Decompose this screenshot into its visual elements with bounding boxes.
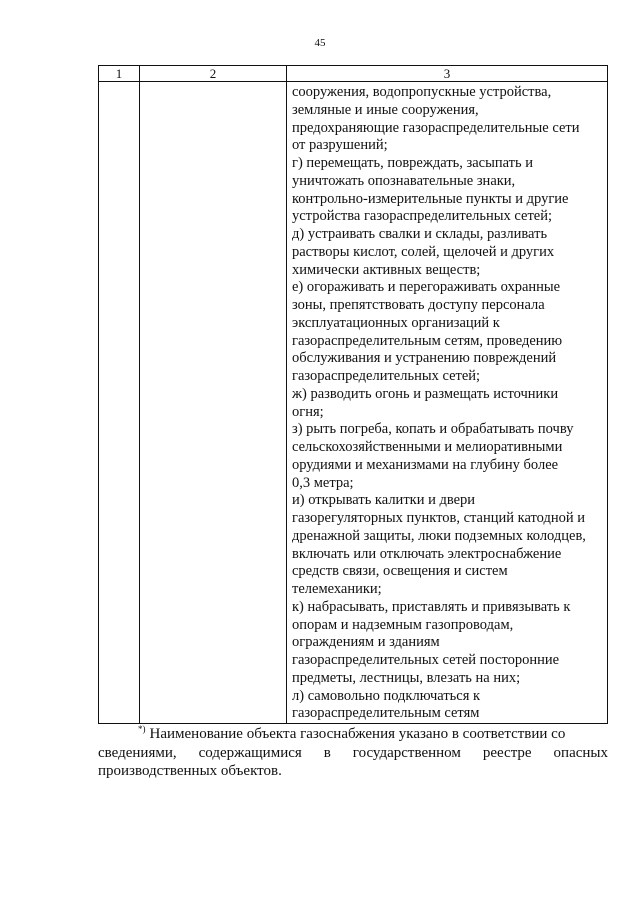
prohibition-text-line: д) устраивать свалки и склады, разливать xyxy=(292,226,548,242)
table-body-row xyxy=(99,82,608,724)
footnote-word: в xyxy=(323,744,331,761)
prohibition-text-line: от разрушений; xyxy=(292,137,388,154)
prohibition-text-line: химически активных веществ; xyxy=(292,261,481,278)
footnote-line-2 xyxy=(98,744,608,763)
prohibition-text-line: з) рыть погреба, копать и обрабатывать почву xyxy=(292,421,574,438)
prohibition-text-line: газорегуляторных пунктов, станций катодной и xyxy=(292,510,586,526)
footnote-marker: *) xyxy=(138,724,146,734)
prohibition-text-line: предохраняющие газораспределительные сети xyxy=(292,119,580,136)
prohibition-text-line: растворы кислот, солей, щелочей и других xyxy=(292,243,555,260)
prohibition-text-line: 0,3 метра; xyxy=(292,474,354,491)
prohibition-text-line: газораспределительных сетей посторонние xyxy=(292,652,560,668)
prohibition-text-line: устройства газораспределительных сетей; xyxy=(292,208,553,225)
footnote-line-3: производственных объектов. xyxy=(98,763,282,779)
prohibition-text-line: контрольно-измерительные пункты и другие xyxy=(292,190,569,207)
prohibition-text-line: земляные и иные сооружения, xyxy=(292,101,479,118)
prohibitions-list xyxy=(287,82,607,723)
prohibition-text-line: л) самовольно подключаться к xyxy=(292,687,481,704)
prohibition-text-line: ж) разводить огонь и размещать источники xyxy=(292,385,559,402)
prohibition-text-line: включать или отключать электроснабжение xyxy=(292,545,562,562)
prohibition-text-line: ограждениям и зданиям xyxy=(292,634,440,651)
footnote-word: государственном xyxy=(352,744,461,761)
page-number: 45 xyxy=(314,37,326,49)
prohibition-text-line: орудиями и механизмами на глубину более xyxy=(292,456,559,473)
prohibition-text-line: газораспределительных сетей; xyxy=(292,368,481,384)
footnote-word: сведениями, xyxy=(98,744,177,761)
prohibition-text-line: огня; xyxy=(292,403,324,420)
prohibition-text-line: к) набрасывать, приставлять и привязывать к xyxy=(292,598,571,615)
footnote-sentence-start: Наименование объекта газоснабжения указано в соответствии со xyxy=(149,726,566,742)
table-header-row xyxy=(99,66,608,82)
column-header-2: 2 xyxy=(140,66,287,82)
prohibition-text-line: предметы, лестницы, влезать на них; xyxy=(292,669,521,686)
prohibition-text-line: сельскохозяйственными и мелиоративными xyxy=(292,439,563,455)
footnote-word: содержащимися xyxy=(198,744,302,761)
prohibition-text-line: е) огораживать и перегораживать охранные xyxy=(292,279,561,296)
prohibition-text-line: телемеханики; xyxy=(292,581,382,597)
prohibition-text-line: обслуживания и устранению повреждений xyxy=(292,350,557,367)
column-3-cell xyxy=(287,82,608,724)
prohibition-text-line: дренажной защиты, люки подземных колодцев, xyxy=(292,527,586,544)
prohibition-text-line: газораспределительным сетям xyxy=(292,705,480,722)
column-header-1: 1 xyxy=(99,66,140,82)
footnote-word: опасных xyxy=(553,744,608,761)
requirements-table xyxy=(98,65,608,724)
prohibition-text-line: опорам и надземным газопроводам, xyxy=(292,616,514,633)
prohibition-text-line: уничтожать опознавательные знаки, xyxy=(292,172,516,189)
column-1-cell xyxy=(99,82,140,724)
prohibition-text-line: средств связи, освещения и систем xyxy=(292,563,508,580)
prohibition-text-line: эксплуатационных организаций к xyxy=(292,314,500,331)
column-header-3: 3 xyxy=(287,66,608,82)
prohibition-text-line: сооружения, водопропускные устройства, xyxy=(292,84,552,100)
prohibition-text-line: и) открывать калитки и двери xyxy=(292,492,476,509)
footnote xyxy=(98,725,608,781)
footnote-word: реестре xyxy=(482,744,532,761)
prohibition-text-line: г) перемещать, повреждать, засыпать и xyxy=(292,155,534,171)
footnote-line-1 xyxy=(98,725,608,744)
prohibition-text-line: зоны, препятствовать доступу персонала xyxy=(292,297,545,313)
column-2-cell xyxy=(140,82,287,724)
prohibition-text-line: газораспределительным сетям, проведению xyxy=(292,332,563,349)
footnote-line-1-text xyxy=(138,725,565,744)
